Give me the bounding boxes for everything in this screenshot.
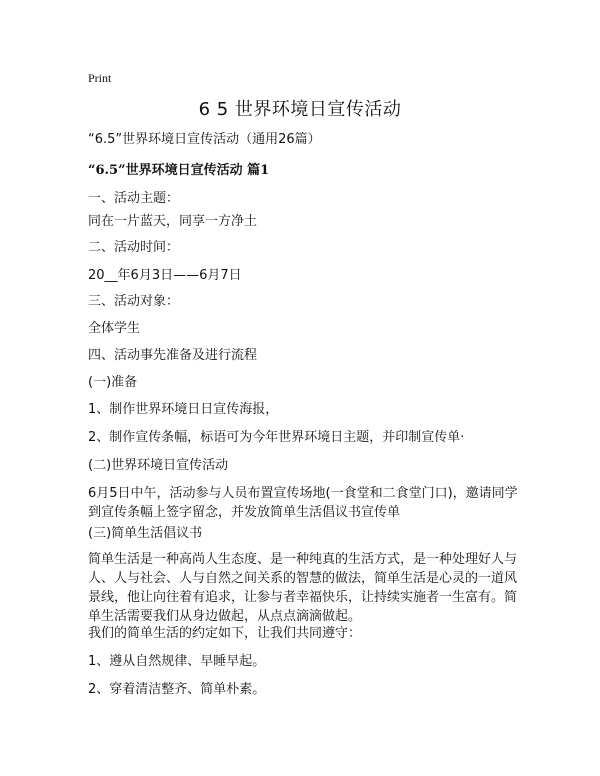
rule-1: 1、遵从自然规律、早睡早起。 (88, 654, 266, 669)
proposal-label: (三)简单生活倡议书 (88, 526, 203, 541)
event-paragraph: 6月5日中午，活动参与人员布置宣传场地(一食堂和二食堂门口)，邀请同学到宣传条幅上签字留念，并发放简单生活倡议书宣传单 (88, 486, 518, 520)
audience-label: 三、活动对象： (88, 294, 180, 309)
time-value: 20__年6月3日——6月7日 (88, 268, 242, 283)
process-label: 四、活动事先准备及进行流程 (88, 348, 258, 363)
audience-value: 全体学生 (88, 321, 141, 336)
prep-item-1: 1、制作世界环境日日宣传海报， (88, 402, 279, 417)
theme-label: 一、活动主题： (88, 191, 180, 206)
event-label: (二)世界环境日宣传活动 (88, 458, 229, 473)
print-label[interactable]: Print (88, 71, 112, 85)
prep-label: (一)准备 (88, 375, 138, 390)
rule-2: 2、穿着清洁整齐、简单朴素。 (88, 682, 266, 697)
document-subtitle: “6.5”世界环境日宣传活动（通用26篇） (88, 132, 321, 147)
time-label: 二、活动时间： (88, 240, 180, 255)
prep-item-2: 2、制作宣传条幅，标语可为今年世界环境日主题，并印制宣传单· (88, 430, 465, 445)
section-heading: “6.5”世界环境日宣传活动 篇1 (88, 163, 270, 178)
theme-value: 同在一片蓝天，同享一方净土 (88, 214, 258, 229)
page-title: 6 5 世界环境日宣传活动 (198, 99, 402, 120)
proposal-paragraph: 简单生活是一种高尚人生态度、是一种纯真的生活方式，是一种处理好人与人、人与社会、人与自然之间关系的智慧的做法，简单生活是心灵的一道风景线，他让向往着有追求，让参与者幸福快乐，让持续实施者一生富有。简单生活需要我们从身边做起，从点点滴滴做起。 (88, 552, 518, 624)
rules-intro: 我们的简单生活的约定如下，让我们共同遵守： (88, 626, 362, 641)
